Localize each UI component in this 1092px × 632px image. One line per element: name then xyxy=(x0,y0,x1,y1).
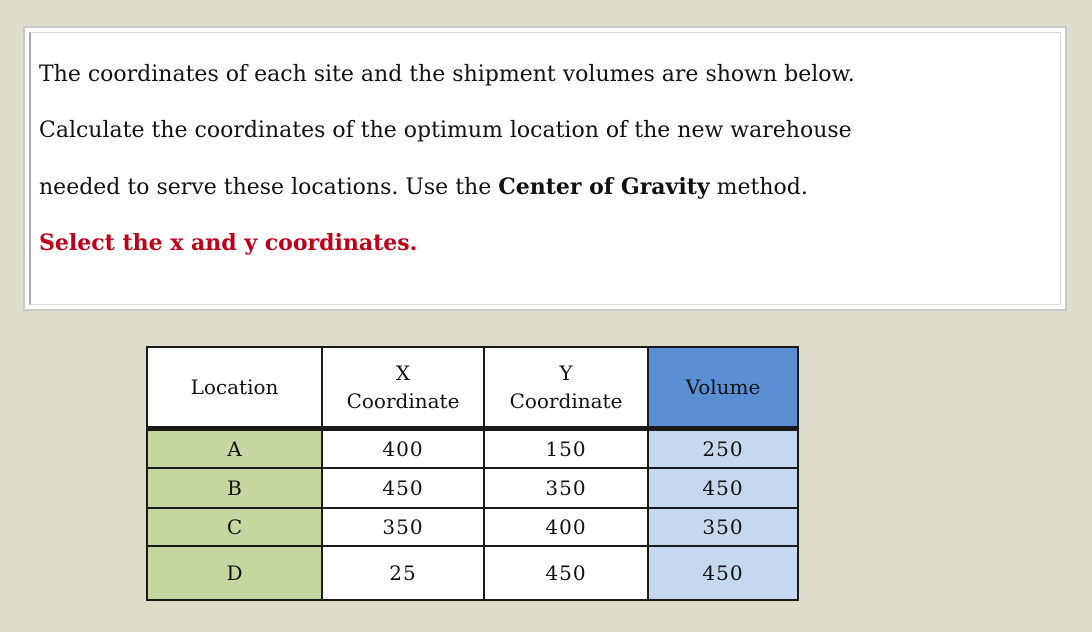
question-line-3-end: method. xyxy=(709,175,808,200)
header-x-sub: Coordinate xyxy=(346,389,460,413)
cell-location: B xyxy=(147,468,322,508)
cell-volume: 450 xyxy=(648,546,798,600)
table-row xyxy=(147,508,798,546)
cell-location: D xyxy=(147,546,322,600)
cell-x: 25 xyxy=(322,546,484,600)
header-location: Location xyxy=(147,347,322,429)
header-x-coordinate xyxy=(322,347,484,429)
question-line-2: Calculate the coordinates of the optimum location of the new warehouse xyxy=(39,118,852,143)
cell-volume: 450 xyxy=(648,468,798,508)
header-volume: Volume xyxy=(648,347,798,429)
cell-x: 350 xyxy=(322,508,484,546)
cell-y: 450 xyxy=(484,546,648,600)
table-row xyxy=(147,468,798,508)
question-text-area xyxy=(29,32,1061,305)
cell-volume: 350 xyxy=(648,508,798,546)
instruction-text: Select the x and y coordinates. xyxy=(39,230,418,256)
header-y-label: Y xyxy=(559,361,573,385)
table-header-row xyxy=(147,347,798,429)
cell-location: A xyxy=(147,429,322,469)
cell-volume: 250 xyxy=(648,429,798,469)
question-line-3 xyxy=(39,174,808,200)
question-line-3-start: needed to serve these locations. Use the xyxy=(39,175,499,200)
header-y-sub: Coordinate xyxy=(509,389,623,413)
method-name: Center of Gravity xyxy=(498,174,710,200)
table-row xyxy=(147,546,798,600)
header-x-label: X xyxy=(395,361,411,385)
cell-y: 400 xyxy=(484,508,648,546)
table-row xyxy=(147,429,798,469)
question-panel xyxy=(23,26,1067,311)
cell-y: 150 xyxy=(484,429,648,469)
cell-x: 450 xyxy=(322,468,484,508)
cell-x: 400 xyxy=(322,429,484,469)
cell-location: C xyxy=(147,508,322,546)
header-y-coordinate xyxy=(484,347,648,429)
site-data-table xyxy=(146,346,799,601)
question-line-1: The coordinates of each site and the shipment volumes are shown below. xyxy=(39,62,855,87)
cell-y: 350 xyxy=(484,468,648,508)
